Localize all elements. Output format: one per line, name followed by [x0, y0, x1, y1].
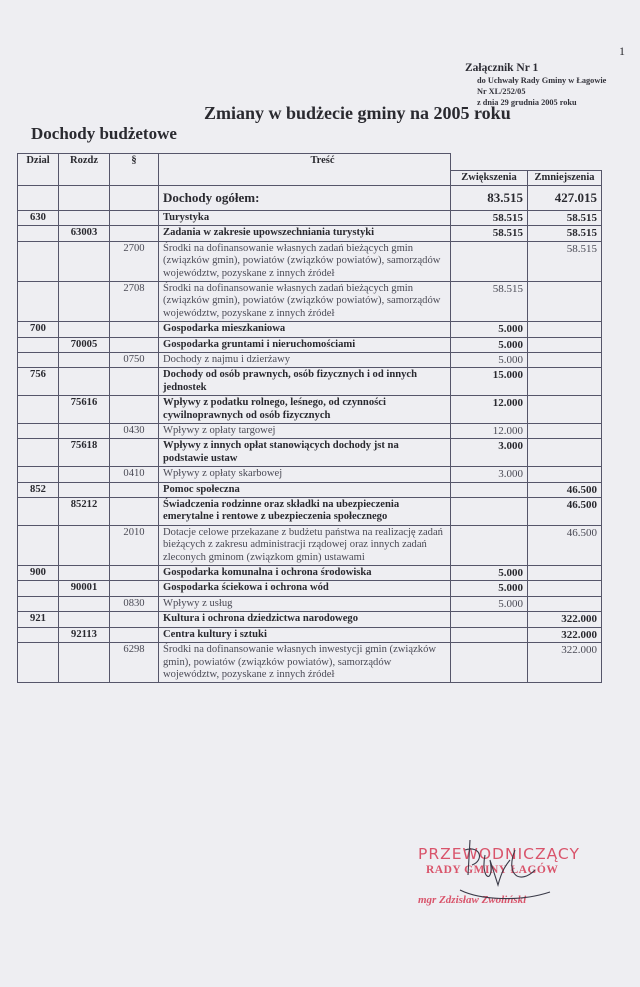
cell-zmniejszenia: 58.515: [528, 241, 602, 281]
cell-zmniejszenia: [528, 337, 602, 352]
cell-rozdz: 75616: [59, 396, 110, 424]
cell-zmniejszenia: [528, 322, 602, 337]
cell-paragraph: 0430: [110, 424, 159, 439]
cell-zwiekszenia: 3.000: [451, 467, 528, 482]
cell-zwiekszenia: [451, 482, 528, 497]
cell-zmniejszenia: [528, 352, 602, 367]
table-row: [18, 627, 602, 642]
budget-table: [17, 153, 602, 683]
cell-dzial: [18, 281, 59, 321]
cell-tresc: Gospodarka ściekowa i ochrona wód: [159, 581, 451, 596]
cell-paragraph: [110, 482, 159, 497]
header-paragraph: §: [110, 154, 159, 186]
table-row: [18, 210, 602, 225]
cell-dzial: 700: [18, 322, 59, 337]
total-zwiekszenia: 83.515: [451, 185, 528, 210]
cell-tresc: Środki na dofinansowanie własnych zadań bieżących gmin (związków gmin), powiatów (związków powiatów), samorządów województw, pozyskane z innych źródeł: [159, 281, 451, 321]
table-row: [18, 612, 602, 627]
cell-zmniejszenia: 322.000: [528, 627, 602, 642]
page-number: 1: [619, 44, 625, 58]
cell-zwiekszenia: [451, 498, 528, 526]
cell-zwiekszenia: 5.000: [451, 566, 528, 581]
cell-dzial: 630: [18, 210, 59, 225]
cell-tresc: Wpływy z innych opłat stanowiących dochody jst na podstawie ustaw: [159, 439, 451, 467]
cell-rozdz: [59, 210, 110, 225]
header-zmniejszenia: Zmniejszenia: [528, 170, 602, 185]
table-row: [18, 241, 602, 281]
cell-zwiekszenia: [451, 241, 528, 281]
cell-tresc: Gospodarka mieszkaniowa: [159, 322, 451, 337]
table-row: [18, 525, 602, 565]
table-row: [18, 498, 602, 526]
cell-dzial: [18, 439, 59, 467]
cell-rozdz: [59, 424, 110, 439]
cell-paragraph: 0410: [110, 467, 159, 482]
cell-paragraph: [110, 498, 159, 526]
annex-title: Załącznik Nr 1: [465, 62, 539, 74]
cell-paragraph: 2010: [110, 525, 159, 565]
cell-zwiekszenia: 5.000: [451, 352, 528, 367]
cell-tresc: Wpływy z opłaty skarbowej: [159, 467, 451, 482]
cell-rozdz: [59, 467, 110, 482]
table-row: [18, 581, 602, 596]
cell-dzial: [18, 581, 59, 596]
cell-tresc: Gospodarka komunalna i ochrona środowiska: [159, 566, 451, 581]
cell-paragraph: [110, 581, 159, 596]
stamp-council: RADY GMINY ŁAGÓW: [426, 864, 559, 876]
header-rozdz: Rozdz: [59, 154, 110, 186]
cell-paragraph: 2700: [110, 241, 159, 281]
cell-dzial: [18, 352, 59, 367]
annex-line: z dnia 29 grudnia 2005 roku: [477, 98, 577, 107]
cell-tresc: Wpływy z usług: [159, 596, 451, 611]
cell-dzial: [18, 467, 59, 482]
cell-rozdz: 75618: [59, 439, 110, 467]
cell-dzial: [18, 424, 59, 439]
cell-zwiekszenia: [451, 643, 528, 683]
cell-zwiekszenia: 58.515: [451, 226, 528, 241]
cell-rozdz: 70005: [59, 337, 110, 352]
handwritten-signature: [440, 830, 560, 910]
table-row: [18, 322, 602, 337]
table-row: [18, 596, 602, 611]
cell-paragraph: [110, 226, 159, 241]
total-rozdz: [59, 185, 110, 210]
table-row: [18, 643, 602, 683]
cell-paragraph: 2708: [110, 281, 159, 321]
cell-zwiekszenia: 58.515: [451, 281, 528, 321]
cell-tresc: Dochody z najmu i dzierżawy: [159, 352, 451, 367]
header-spacer: [451, 154, 602, 171]
cell-dzial: [18, 337, 59, 352]
cell-zmniejszenia: [528, 581, 602, 596]
cell-zwiekszenia: 15.000: [451, 368, 528, 396]
header-dzial: Dzial: [18, 154, 59, 186]
cell-zwiekszenia: [451, 525, 528, 565]
stamp-name: mgr Zdzisław Zwoliński: [418, 894, 527, 906]
cell-dzial: [18, 627, 59, 642]
cell-dzial: 900: [18, 566, 59, 581]
cell-rozdz: 85212: [59, 498, 110, 526]
cell-paragraph: 0750: [110, 352, 159, 367]
cell-zmniejszenia: [528, 424, 602, 439]
cell-dzial: [18, 596, 59, 611]
annex-line: Nr XL/252/05: [477, 87, 526, 96]
cell-rozdz: [59, 281, 110, 321]
annex-line: do Uchwały Rady Gminy w Łagowie: [477, 76, 607, 85]
cell-paragraph: [110, 439, 159, 467]
cell-tresc: Dochody od osób prawnych, osób fizycznych i od innych jednostek: [159, 368, 451, 396]
cell-zmniejszenia: [528, 439, 602, 467]
cell-rozdz: 63003: [59, 226, 110, 241]
cell-zmniejszenia: [528, 566, 602, 581]
cell-paragraph: [110, 566, 159, 581]
cell-dzial: 921: [18, 612, 59, 627]
cell-paragraph: [110, 396, 159, 424]
cell-zmniejszenia: 46.500: [528, 482, 602, 497]
cell-tresc: Świadczenia rodzinne oraz składki na ubezpieczenia emerytalne i rentowe z ubezpieczenia społecznego: [159, 498, 451, 526]
header-tresc: Treść: [159, 154, 451, 186]
cell-zwiekszenia: 5.000: [451, 596, 528, 611]
cell-zmniejszenia: 58.515: [528, 210, 602, 225]
cell-zmniejszenia: 58.515: [528, 226, 602, 241]
table-row: [18, 439, 602, 467]
cell-tresc: Gospodarka gruntami i nieruchomościami: [159, 337, 451, 352]
cell-tresc: Dotacje celowe przekazane z budżetu państwa na realizację zadań bieżących z zakresu administracji rządowej oraz innych zadań zleconych gminom (związkom gmin) ustawami: [159, 525, 451, 565]
cell-rozdz: [59, 352, 110, 367]
table-row: [18, 424, 602, 439]
cell-rozdz: [59, 482, 110, 497]
total-label: Dochody ogółem:: [159, 185, 451, 210]
table-row: [18, 337, 602, 352]
cell-dzial: [18, 525, 59, 565]
cell-paragraph: 0830: [110, 596, 159, 611]
cell-tresc: Kultura i ochrona dziedzictwa narodowego: [159, 612, 451, 627]
cell-tresc: Pomoc społeczna: [159, 482, 451, 497]
cell-rozdz: [59, 643, 110, 683]
cell-zwiekszenia: 3.000: [451, 439, 528, 467]
cell-rozdz: [59, 322, 110, 337]
cell-tresc: Środki na dofinansowanie własnych inwestycji gmin (związków gmin), powiatów (związków powiatów), samorządów województw, pozyskane z innych źródeł: [159, 643, 451, 683]
total-par: [110, 185, 159, 210]
cell-zwiekszenia: 12.000: [451, 396, 528, 424]
cell-paragraph: [110, 612, 159, 627]
cell-rozdz: [59, 525, 110, 565]
cell-zwiekszenia: 5.000: [451, 322, 528, 337]
cell-rozdz: [59, 368, 110, 396]
table-row: [18, 352, 602, 367]
cell-rozdz: 92113: [59, 627, 110, 642]
cell-paragraph: [110, 337, 159, 352]
cell-zmniejszenia: 46.500: [528, 525, 602, 565]
cell-dzial: 852: [18, 482, 59, 497]
table-header-row: [18, 154, 602, 171]
cell-zwiekszenia: 12.000: [451, 424, 528, 439]
cell-zmniejszenia: 322.000: [528, 643, 602, 683]
table-row: [18, 566, 602, 581]
header-zwiekszenia: Zwiększenia: [451, 170, 528, 185]
total-zmniejszenia: 427.015: [528, 185, 602, 210]
stamp-title: PRZEWODNICZĄCY: [418, 845, 580, 863]
cell-zmniejszenia: [528, 396, 602, 424]
cell-rozdz: [59, 612, 110, 627]
section-title: Dochody budżetowe: [31, 124, 177, 143]
cell-dzial: [18, 226, 59, 241]
cell-dzial: [18, 241, 59, 281]
cell-tresc: Wpływy z podatku rolnego, leśnego, od czynności cywilnoprawnych od osób fizycznych: [159, 396, 451, 424]
total-dzial: [18, 185, 59, 210]
total-row: [18, 185, 602, 210]
document-title: Zmiany w budżecie gminy na 2005 roku: [204, 103, 511, 123]
cell-tresc: Środki na dofinansowanie własnych zadań bieżących gmin (związków gmin), powiatów (związków powiatów), samorządów województw, pozyskane z innych źródeł: [159, 241, 451, 281]
cell-zmniejszenia: 322.000: [528, 612, 602, 627]
table-row: [18, 467, 602, 482]
cell-zmniejszenia: [528, 467, 602, 482]
table-row: [18, 226, 602, 241]
table-row: [18, 396, 602, 424]
cell-tresc: Centra kultury i sztuki: [159, 627, 451, 642]
cell-paragraph: [110, 627, 159, 642]
cell-rozdz: [59, 566, 110, 581]
cell-tresc: Wpływy z opłaty targowej: [159, 424, 451, 439]
cell-zwiekszenia: 5.000: [451, 581, 528, 596]
cell-zmniejszenia: [528, 368, 602, 396]
cell-tresc: Turystyka: [159, 210, 451, 225]
cell-paragraph: [110, 368, 159, 396]
cell-paragraph: [110, 210, 159, 225]
cell-dzial: [18, 498, 59, 526]
table-row: [18, 281, 602, 321]
cell-dzial: [18, 396, 59, 424]
cell-rozdz: [59, 241, 110, 281]
cell-rozdz: [59, 596, 110, 611]
cell-zmniejszenia: 46.500: [528, 498, 602, 526]
cell-zmniejszenia: [528, 596, 602, 611]
cell-zwiekszenia: [451, 627, 528, 642]
table-row: [18, 368, 602, 396]
cell-zwiekszenia: [451, 612, 528, 627]
cell-zwiekszenia: 5.000: [451, 337, 528, 352]
cell-zmniejszenia: [528, 281, 602, 321]
cell-tresc: Zadania w zakresie upowszechniania turystyki: [159, 226, 451, 241]
table-row: [18, 482, 602, 497]
cell-paragraph: [110, 322, 159, 337]
cell-zwiekszenia: 58.515: [451, 210, 528, 225]
cell-dzial: 756: [18, 368, 59, 396]
cell-dzial: [18, 643, 59, 683]
cell-paragraph: 6298: [110, 643, 159, 683]
cell-rozdz: 90001: [59, 581, 110, 596]
